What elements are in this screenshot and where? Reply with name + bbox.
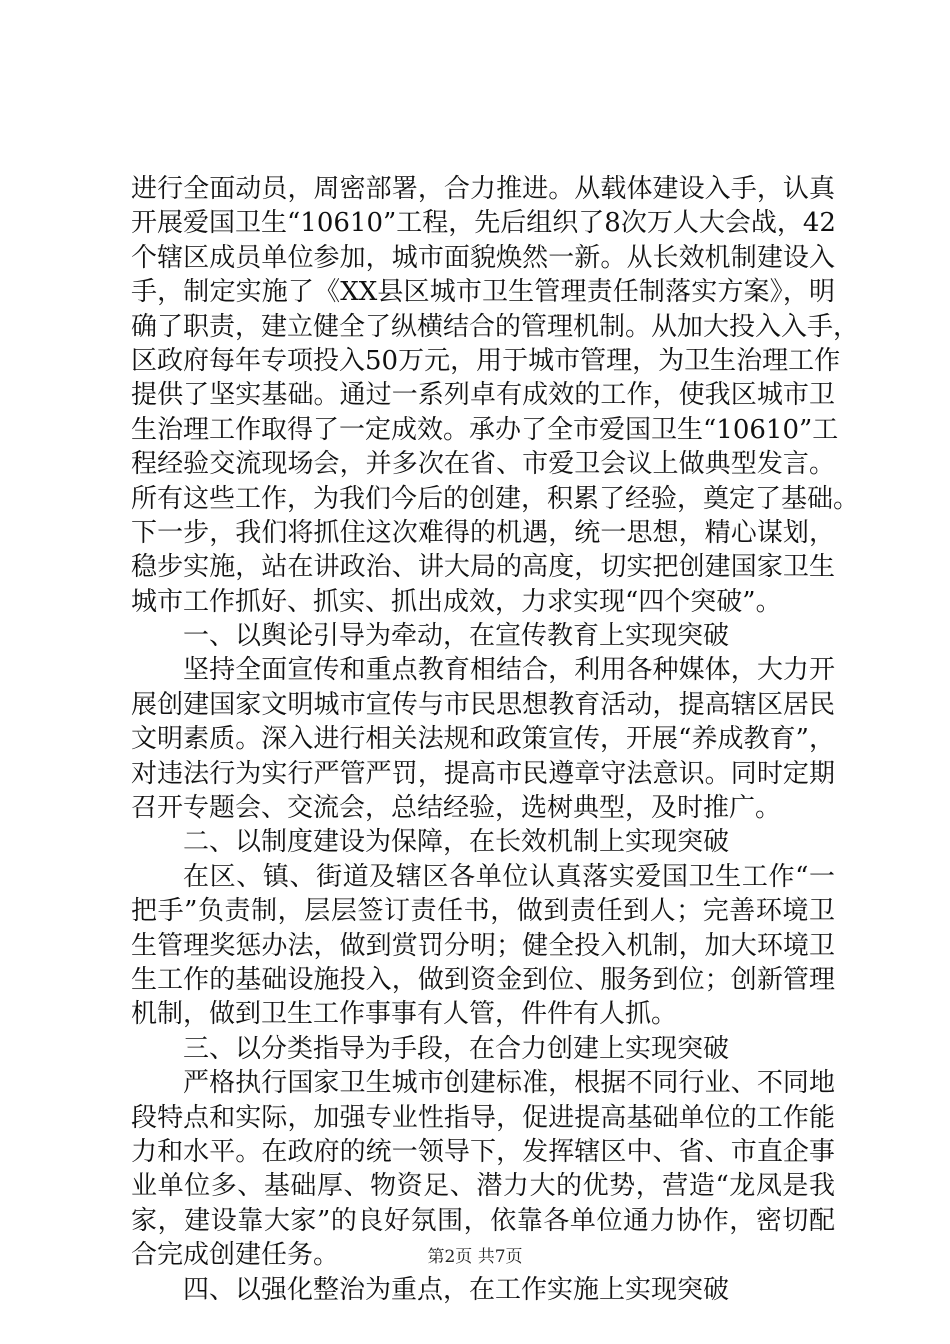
paragraph-line: 个辖区成员单位参加，城市面貌焕然一新。从长效机制建设入 [131,242,835,273]
paragraph-line: 进行全面动员，周密部署，合力推进。从载体建设入手，认真 [131,174,835,204]
paragraph-line: 城市工作抓好、抓实、抓出成效，力求实现“四个突破”。 [131,586,782,617]
paragraph-line: 下一步，我们将抓住这次难得的机遇，统一思想，精心谋划， [131,517,835,548]
paragraph-line: 把手”负责制，层层签订责任书，做到责任到人；完善环境卫 [131,896,835,927]
paragraph-line: 段特点和实际，加强专业性指导，促进提高基础单位的工作能 [131,1102,835,1133]
paragraph-line: 生工作的基础设施投入，做到资金到位、服务到位；创新管理 [131,964,835,995]
paragraph-line: 对违法行为实行严管严罚，提高市民遵章守法意识。同时定期 [131,758,835,789]
paragraph-line: 召开专题会、交流会，总结经验，选树典型，及时推广。 [131,793,782,824]
section-heading: 一、以舆论引导为牵动，在宣传教育上实现突破 [183,621,730,652]
section-heading: 二、以制度建设为保障，在长效机制上实现突破 [183,827,730,858]
page-footer-indicator: 第2页 共7页 [427,1247,523,1267]
paragraph-line: 家，建设靠大家”的良好氛围，依靠各单位通力协作，密切配 [131,1205,835,1236]
paragraph-line: 所有这些工作，为我们今后的创建，积累了经验，奠定了基础。 [131,483,860,514]
paragraph-line: 严格执行国家卫生城市创建标准，根据不同行业、不同地 [183,1068,835,1099]
document-body [131,172,860,1307]
paragraph-line: 区政府每年专项投入50万元，用于城市管理，为卫生治理工作 [131,345,841,376]
paragraph-line: 在区、镇、街道及辖区各单位认真落实爱国卫生工作“一 [183,861,835,892]
paragraph-line: 力和水平。在政府的统一领导下，发挥辖区中、省、市直企事 [131,1136,835,1167]
paragraph-line: 展创建国家文明城市宣传与市民思想教育活动，提高辖区居民 [131,689,835,720]
paragraph-line: 稳步实施，站在讲政治、讲大局的高度，切实把创建国家卫生 [131,552,835,583]
paragraph-line: 程经验交流现场会，并多次在省、市爱卫会议上做典型发言。 [131,449,835,480]
paragraph-line: 机制，做到卫生工作事事有人管，件件有人抓。 [131,999,678,1030]
paragraph-line: 合完成创建任务。 [131,1240,340,1271]
paragraph-line: 手，制定实施了《XX县区城市卫生管理责任制落实方案》，明 [131,277,835,308]
paragraph-line: 业单位多、基础厚、物资足、潜力大的优势，营造“龙凤是我 [131,1171,835,1202]
paragraph-line: 确了职责，建立健全了纵横结合的管理机制。从加大投入入手， [131,311,860,342]
paragraph-line: 开展爱国卫生“10610”工程，先后组织了8次万人大会战，42 [131,208,836,239]
paragraph-line: 文明素质。深入进行相关法规和政策宣传，开展“养成教育”， [131,724,835,755]
paragraph-line: 生管理奖惩办法，做到赏罚分明；健全投入机制，加大环境卫 [131,930,835,961]
section-heading: 三、以分类指导为手段，在合力创建上实现突破 [183,1033,730,1064]
paragraph-line: 坚持全面宣传和重点教育相结合，利用各种媒体，大力开 [183,655,835,686]
section-heading: 四、以强化整治为重点，在工作实施上实现突破 [183,1274,730,1305]
paragraph-line: 提供了坚实基础。通过一系列卓有成效的工作，使我区城市卫 [131,380,835,411]
paragraph-line: 生治理工作取得了一定成效。承办了全市爱国卫生“10610”工 [131,414,839,445]
